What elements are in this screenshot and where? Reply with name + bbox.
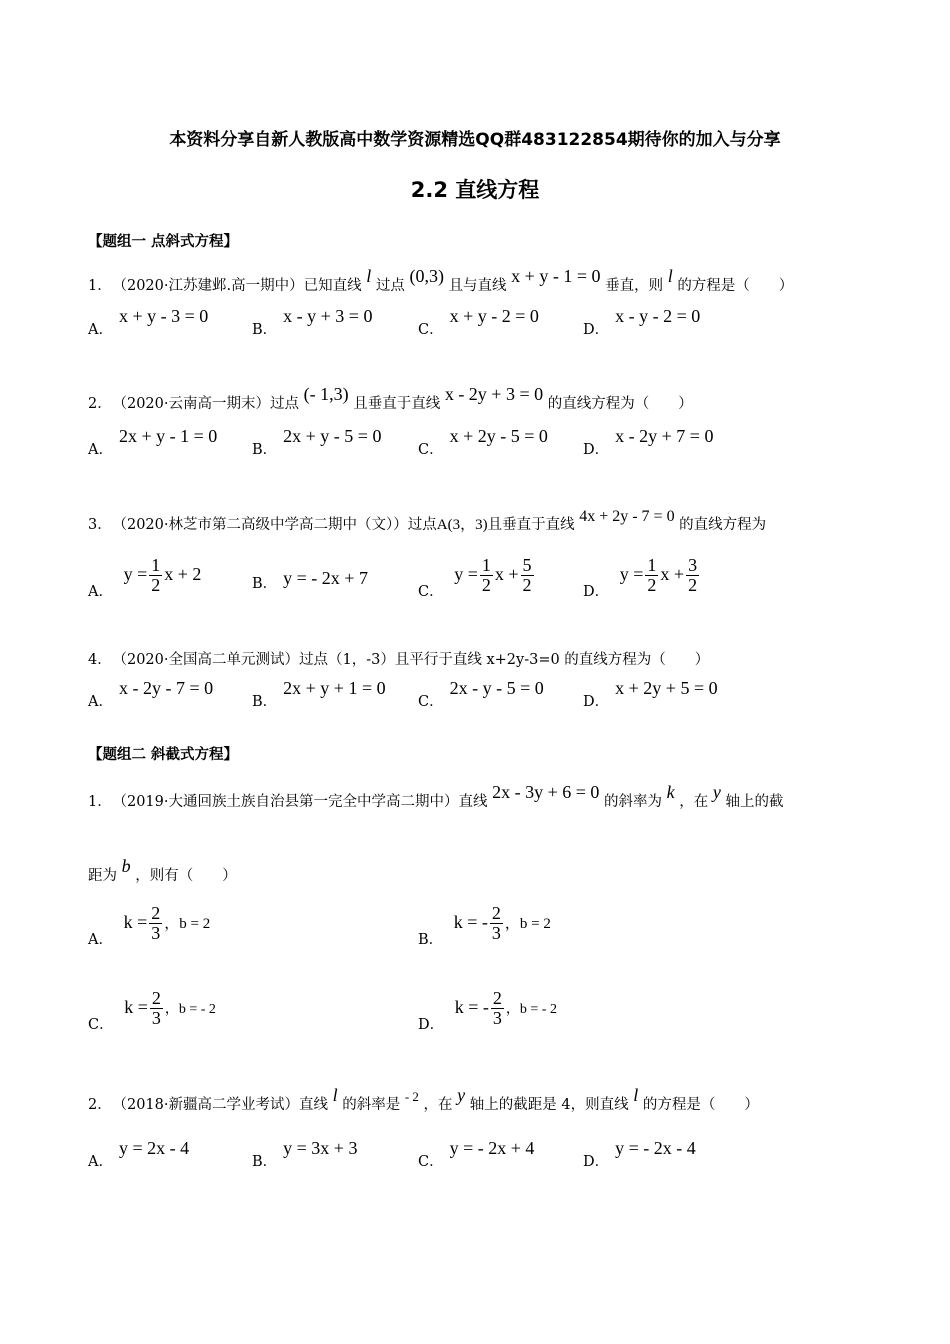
option-b: B．y = 3x + 3 — [252, 1138, 358, 1170]
option-b: B．x - y + 3 = 0 — [252, 306, 373, 338]
option-a: A．y = 2x - 4 — [88, 1138, 190, 1170]
option-c: C． y = $\frac{1}{2}$ x + $\frac{5}{2}$ — [418, 555, 532, 600]
option-d: D．x + 2y + 5 = 0 — [583, 678, 718, 710]
question-text: 2． （2020·云南高一期末）过点 (- 1,3) 且垂直于直线 x - 2y + 3 = 0 的直线方程为（ ） — [88, 384, 693, 412]
option-d: D． k = - $\frac{2}{3}$ ，b = - 2 — [418, 988, 557, 1033]
question-text-continued: 距为 b ，则有（ ） — [88, 856, 237, 884]
question-text: 1． （2019·大通回族土族自治县第一完全中学高二期中）直线 2x - 3y + 6 = 0 的斜率为 k ，在 y 轴上的截 — [88, 782, 784, 810]
option-c: C．2x - y - 5 = 0 — [418, 678, 544, 710]
page-title: 2.2 直线方程 — [410, 178, 540, 202]
option-a: A．x - 2y - 7 = 0 — [88, 678, 214, 710]
option-b: B．2x + y - 5 = 0 — [252, 426, 382, 458]
option-c: C．x + y - 2 = 0 — [418, 306, 539, 338]
option-b: B．2x + y + 1 = 0 — [252, 678, 386, 710]
option-c: C．y = - 2x + 4 — [418, 1138, 535, 1170]
option-a: A．x + y - 3 = 0 — [88, 306, 209, 338]
option-d: D．y = - 2x - 4 — [583, 1138, 696, 1170]
question-text: 3． （2020·林芝市第二高级中学高二期中（文））过点A(3，3)且垂直于直线 4x + 2y - 7 = 0 的直线方程为 — [88, 508, 767, 533]
group-title: 【题组二 斜截式方程】 — [88, 747, 239, 763]
option-a: A．2x + y - 1 = 0 — [88, 426, 218, 458]
group-title: 【题组一 点斜式方程】 — [88, 234, 239, 250]
question-text: 2． （2018·新疆高二学业考试）直线 l 的斜率是 - 2 ，在 y 轴上的截距是 4，则直线 l 的方程是（ ） — [88, 1085, 759, 1113]
option-a: A． k = $\frac{2}{3}$ ，b = 2 — [88, 903, 211, 948]
option-d: D．x - 2y + 7 = 0 — [583, 426, 714, 458]
option-c: C．x + 2y - 5 = 0 — [418, 426, 548, 458]
option-d: D．x - y - 2 = 0 — [583, 306, 701, 338]
option-b: B． y = - 2x + 7 — [252, 568, 368, 592]
option-c: C． k = $\frac{2}{3}$ ，b = - 2 — [88, 988, 216, 1033]
question-text: 4． （2020·全国高二单元测试）过点（1，-3）且平行于直线 x+2y-3=0 的直线方程为（ ） — [88, 652, 710, 668]
option-d: D． y = $\frac{1}{2}$ x + $\frac{3}{2}$ — [583, 555, 698, 600]
option-b: B． k = - $\frac{2}{3}$ ，b = 2 — [418, 903, 551, 948]
page-header: 本资料分享自新人教版高中数学资源精选QQ群483122854期待你的加入与分享 — [169, 130, 781, 150]
question-text: 1． （2020·江苏建邺.高一期中）已知直线 l 过点 (0,3) 且与直线 x + y - 1 = 0 垂直，则 l 的方程是（ ） — [88, 266, 794, 294]
option-a: A． y = $\frac{1}{2}$ x + 2 — [88, 555, 202, 600]
